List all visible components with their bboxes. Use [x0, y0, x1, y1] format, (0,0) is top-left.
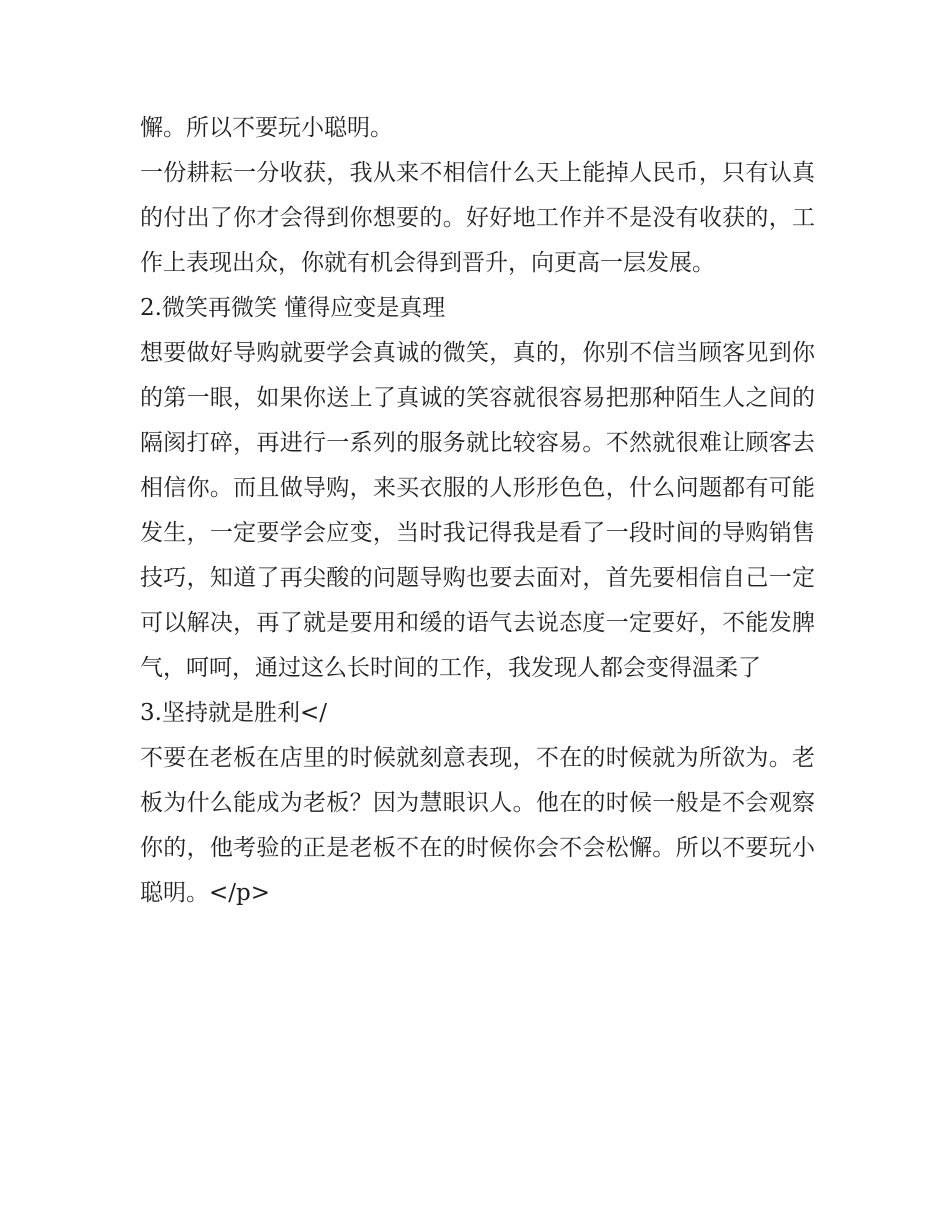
- paragraph-smile: 想要做好导购就要学会真诚的微笑，真的，你别不信当顾客见到你的第一眼，如果你送上了真诚的笑容就很容易把那种陌生人之间的隔阂打碎，再进行一系列的服务就比较容易。不然就很难让顾客去相信你。而且做导购，来买衣服的人形形色色，什么问题都有可能发生，一定要学会应变，当时我记得我是看了一段时间的导购销售技巧，知道了再尖酸的问题导购也要去面对，首先要相信自己一定可以解决，再了就是要用和缓的语气去说态度一定要好，不能发脾气，呵呵，通过这么长时间的工作，我发现人都会变得温柔了: [140, 340, 815, 681]
- paragraph-continuation: 懈。所以不要玩小聪明。: [140, 115, 393, 141]
- paragraph-persistence: 不要在老板在店里的时候就刻意表现，不在的时候就为所欲为。老板为什么能成为老板？因为慧眼识人。他在的时候一般是不会观察你的，他考验的正是老板不在的时候你会不会松懈。所以不要玩小聪明。</p>: [140, 745, 815, 906]
- document-body: [140, 106, 815, 916]
- paragraph-effort: 一份耕耘一分收获，我从来不相信什么天上能掉人民币，只有认真的付出了你才会得到你想要的。好好地工作并不是没有收获的，工作上表现出众，你就有机会得到晋升，向更高一层发展。: [140, 160, 815, 276]
- section-heading-persistence: 3.坚持就是胜利</: [140, 700, 327, 726]
- section-heading-smile: 2.微笑再微笑 懂得应变是真理: [140, 295, 446, 321]
